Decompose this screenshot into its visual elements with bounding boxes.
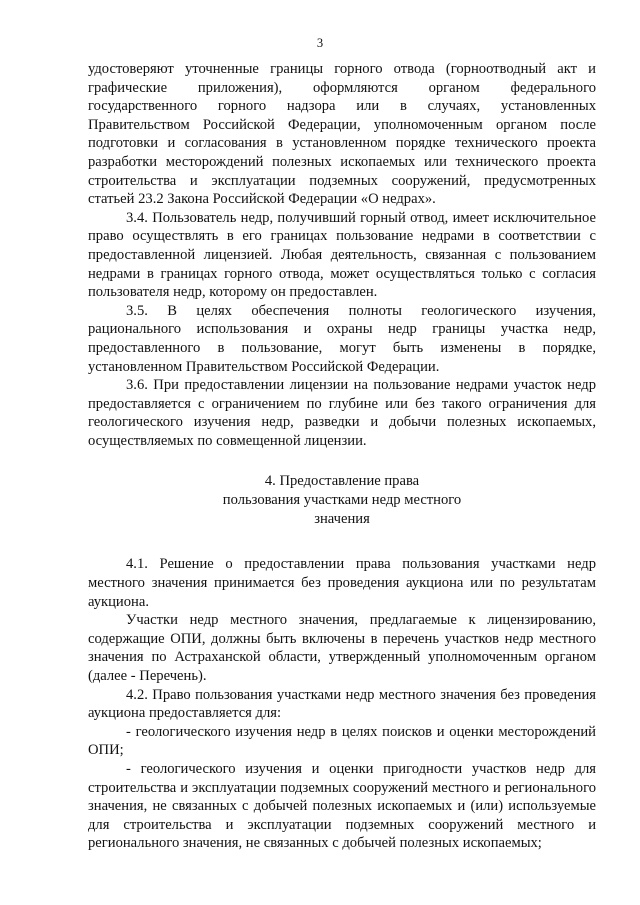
paragraph-3-6: 3.6. При предоставлении лицензии на пользование недрами участок недр предоставляется с ограничением по глубине или без такого ограничения для геологического изучения недр, разведки и добычи полезных ископаемых, осуществляемых по совмещенной лицензии. [88,377,596,449]
paragraph-4-1: 4.1. Решение о предоставлении права пользования участками недр местного значения принимается без проведения аукциона или по результатам аукциона. [88,556,596,610]
paragraph-3-4: 3.4. Пользователь недр, получивший горный отвод, имеет исключительное право осуществлять в его границах пользование недрами в соответствии с предоставленной лицензией. Любая деятельность, связанная с пользованием недрами в границах горного отвода, может осуществляться только с согласия пользователя недр, которому он предоставлен. [88,209,596,301]
paragraph-3-5: 3.5. В целях обеспечения полноты геологического изучения, рационального использования и охраны недр границы участка недр, предоставленного в пользование, могут быть изменены в порядке, установленном Правительством Российской Федерации. [88,302,596,375]
paragraph-list-inclusion: Участки недр местного значения, предлагаемые к лицензированию, содержащие ОПИ, должны быть включены в перечень участков недр местного значения по Астраханской области, утвержденный уполномоченным органом (далее - Перечень). [88,612,596,685]
section-heading-line1: 4. Предоставление права [264,473,420,490]
section-heading-line2: пользования участками недр местного [222,492,462,509]
section-heading [88,472,596,529]
paragraph-continuation: удостоверяют уточненные границы горного отвода (горноотводный акт и графические приложения), оформляются органом федерального государственного горного надзора или в случаях, установленных Правительством Российской Федерации, уполномоченным органом после подготовки и согласования в установленном порядке технического проекта разработки месторождений полезных ископаемых или технического проекта строительства и эксплуатации подземных сооружений, предусмотренных статьей 23.2 Закона Российской Федерации «О недрах». [88,61,596,208]
document-body [88,60,596,853]
list-item: - геологического изучения недр в целях поисков и оценки месторождений ОПИ; [88,723,596,759]
section-heading-line3: значения [314,511,370,528]
list-item: - геологического изучения и оценки пригодности участков недр для строительства и эксплуатации подземных сооружений местного и регионального значения, не связанных с добычей полезных ископаемых и (или) используемые для строительства и эксплуатации подземных сооружений местного и регионального значения, не связанных с добычей полезных ископаемых; [88,761,596,852]
page-number: 3 [316,36,324,50]
paragraph-4-2: 4.2. Право пользования участками недр местного значения без проведения аукциона предоставляется для: [88,686,596,722]
